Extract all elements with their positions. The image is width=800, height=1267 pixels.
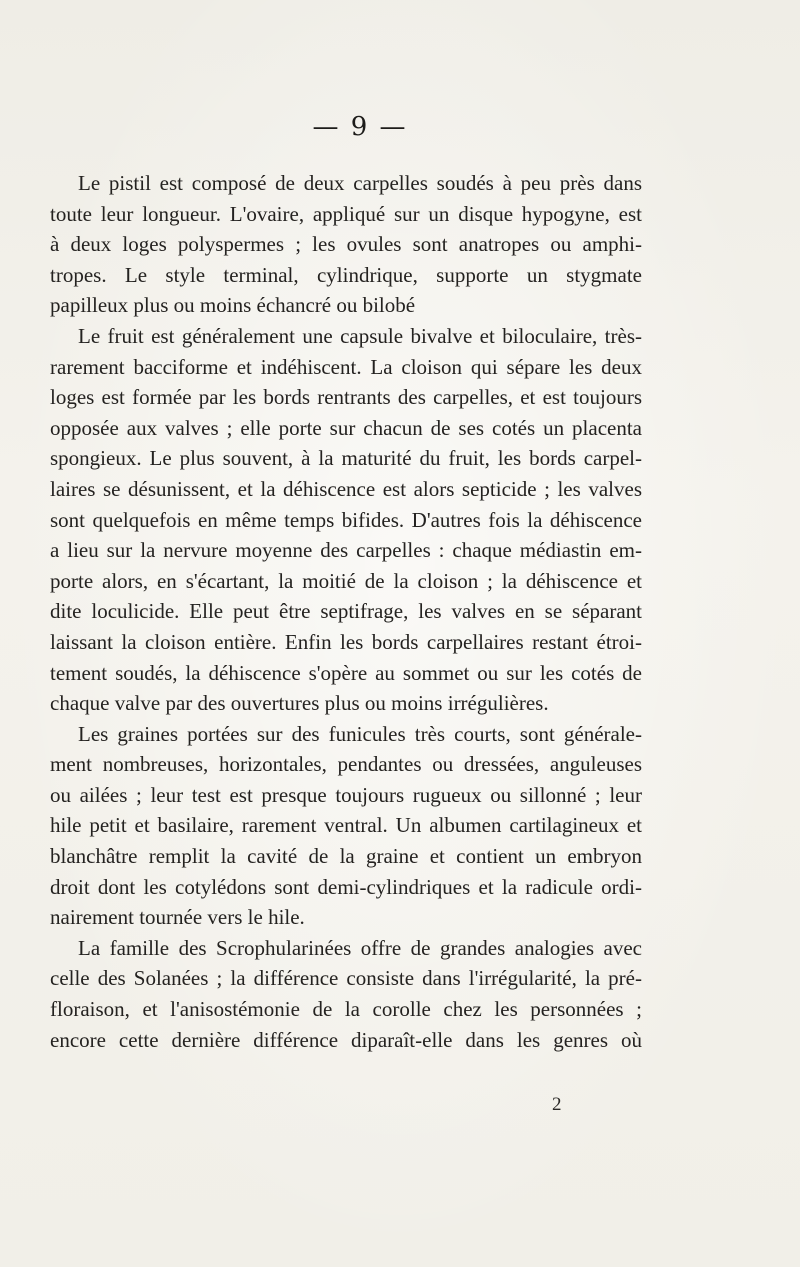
- text-line: papilleux plus ou moins échancré ou bilobé: [50, 293, 416, 318]
- signature-mark: 2: [552, 1094, 562, 1115]
- text-line: Les graines portées sur des funicules très courts, sont générale-: [78, 721, 642, 746]
- text-line: tropes. Le style terminal, cylindrique, supporte un stygmate: [50, 262, 642, 287]
- text-line: chaque valve par des ouvertures plus ou moins irrégulières.: [50, 691, 549, 716]
- text-line: opposée aux valves ; elle porte sur chacun de ses cotés un placenta: [50, 415, 642, 440]
- text-line: laires se désunissent, et la déhiscence est alors septicide ; les valves: [50, 476, 642, 501]
- text-line: droit dont les cotylédons sont demi-cylindriques et la radicule ordi-: [50, 874, 642, 899]
- text-line: laissant la cloison entière. Enfin les bords carpellaires restant étroi-: [50, 629, 642, 654]
- text-line: rarement bacciforme et indéhiscent. La cloison qui sépare les deux: [50, 354, 642, 379]
- text-line: celle des Solanées ; la différence consiste dans l'irrégularité, la pré-: [50, 966, 642, 991]
- text-line: ment nombreuses, horizontales, pendantes ou dressées, anguleuses: [50, 752, 642, 777]
- text-line: blanchâtre remplit la cavité de la graine et contient un embryon: [50, 844, 642, 869]
- body-text: [50, 168, 642, 1055]
- text-line: spongieux. Le plus souvent, à la maturité du fruit, les bords carpel-: [50, 446, 642, 471]
- text-line: toute leur longueur. L'ovaire, appliqué sur un disque hypogyne, est: [50, 201, 642, 226]
- text-line: tement soudés, la déhiscence s'opère au sommet ou sur les cotés de: [50, 660, 642, 685]
- text-line: ou ailées ; leur test est presque toujours rugueux ou sillonné ; leur: [50, 782, 642, 807]
- page-number: — 9 —: [312, 112, 408, 142]
- text-line: porte alors, en s'écartant, la moitié de la cloison ; la déhiscence et: [50, 568, 642, 593]
- text-line: sont quelquefois en même temps bifides. D'autres fois la déhiscence: [50, 507, 642, 532]
- text-line: dite loculicide. Elle peut être septifrage, les valves en se séparant: [50, 599, 642, 624]
- text-line: nairement tournée vers le hile.: [50, 905, 305, 930]
- text-line: hile petit et basilaire, rarement ventral. Un albumen cartilagineux et: [50, 813, 642, 838]
- text-line: La famille des Scrophularinées offre de grandes analogies avec: [78, 935, 642, 960]
- text-line: encore cette dernière différence diparaît-elle dans les genres où: [50, 1027, 642, 1052]
- text-line: à deux loges polyspermes ; les ovules sont anatropes ou amphi-: [50, 232, 642, 257]
- text-line: Le fruit est généralement une capsule bivalve et biloculaire, très-: [78, 323, 642, 348]
- text-line: a lieu sur la nervure moyenne des carpelles : chaque médiastin em-: [50, 538, 642, 563]
- text-line: Le pistil est composé de deux carpelles soudés à peu près dans: [78, 171, 642, 195]
- text-line: floraison, et l'anisostémonie de la corolle chez les personnées ;: [50, 997, 642, 1022]
- text-line: loges est formée par les bords rentrants des carpelles, et est toujours: [50, 385, 642, 410]
